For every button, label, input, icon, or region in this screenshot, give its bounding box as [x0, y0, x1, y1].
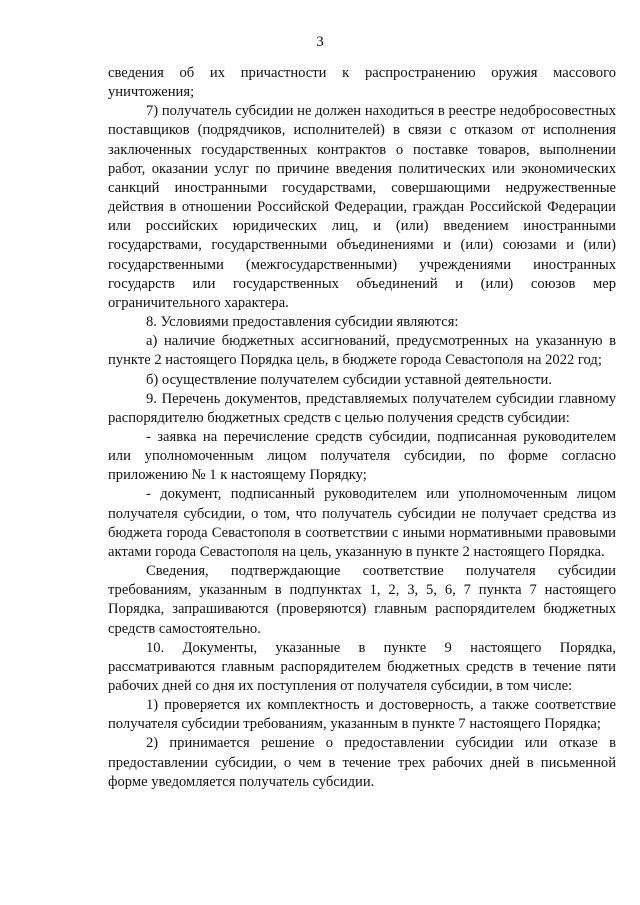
document-body	[108, 64, 616, 792]
paragraph-item-9-application: - заявка на перечисление средств субсидии, подписанная руководителем или уполномоченным лицом получателя субсидии, по форме согласно приложению № 1 к настоящему Порядку;	[108, 428, 616, 484]
paragraph-item-8a: а) наличие бюджетных ассигнований, предусмотренных на указанную в пункте 2 настоящего Порядка цель, в бюджете города Севастополя на 2022 год;	[108, 333, 616, 369]
paragraph-item-10-1: 1) проверяется их комплектность и достоверность, а также соответствие получателя субсидии требованиям, указанным в пункте 7 настоящего Порядка;	[108, 697, 616, 733]
paragraph-item-9-document: - документ, подписанный руководителем или уполномоченным лицом получателя субсидии, о том, что получатель субсидии не получает средства из бюджета города Севастополя в соответствии с иными нормативными правовыми актами города Севастополя на цель, указанную в пункте 2 настоящего Порядка.	[108, 486, 616, 560]
paragraph-item-10-2: 2) принимается решение о предоставлении субсидии или отказе в предоставлении субсидии, о чем в течение трех рабочих дней в письменной форме уведомляется получатель субсидии.	[108, 735, 616, 790]
paragraph-item-9: 9. Перечень документов, представляемых получателем субсидии главному распорядителю бюджетных средств с целью получения средств субсидии:	[108, 390, 616, 426]
paragraph-item-8b: б) осуществление получателем субсидии уставной деятельности.	[146, 371, 552, 388]
paragraph-item-7: 7) получатель субсидии не должен находиться в реестре недобросовестных поставщиков (подрядчиков, исполнителей) в связи с отказом от исполнения заключенных государственных контрактов о поставке товаров, выполнении работ, оказании услуг по причине введения политических или экономических санкций иностранными государствами, совершающими недружественные действия в отношении Российской Федерации, граждан Российской Федерации или российских юридических лиц, и (или) введением иностранными государствами, государственными объединениями и (или) союзами и (или) государственными (межгосударственными) учреждениями иностранных государств или государственных объединений и (или) союзов мер ограничительного характера.	[108, 103, 616, 311]
page-number: 3	[316, 34, 324, 50]
paragraph-item-9-information: Сведения, подтверждающие соответствие получателя субсидии требованиям, указанным в подпунктах 1, 2, 3, 5, 6, 7 пункта 7 настоящего Порядка, запрашиваются (проверяются) главным распорядителем бюджетных средств самостоятельно.	[108, 563, 616, 637]
paragraph-item-10: 10. Документы, указанные в пункте 9 настоящего Порядка, рассматриваются главным распорядителем бюджетных средств в течение пяти рабочих дней со дня их поступления от получателя субсидии, в том числе:	[108, 639, 616, 694]
paragraph-item-8: 8. Условиями предоставления субсидии являются:	[146, 314, 459, 331]
paragraph-continuation: сведения об их причастности к распространению оружия массового уничтожения;	[108, 65, 616, 101]
